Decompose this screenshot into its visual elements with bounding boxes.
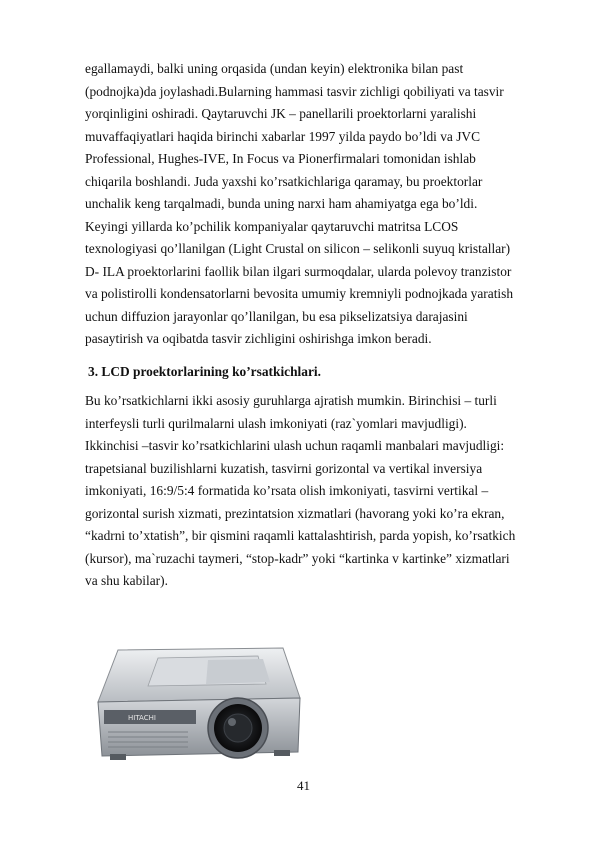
text-line: Ikkinchisi –tasvir ko’rsatkichlarini ulash uchun raqamli manbalari mavjudligi:: [85, 438, 505, 453]
text-line: trapetsianal buzilishlarni kuzatish, tasvirni gorizontal va vertikal inversiya: [85, 460, 483, 476]
text-line: interfeysli turli qurilmalarni ulash imkoniyati (raz`yomlari mavjudligi).: [85, 415, 467, 431]
text-line: Keyingi yillarda ko’pchilik kompaniyalar qaytaruvchi matritsa LCOS: [85, 218, 459, 234]
svg-text:HITACHI: HITACHI: [128, 714, 156, 722]
text-line: chiqarila boshlandi. Juda yaxshi ko’rsatkichlariga qaramay, bu proektorlar: [85, 173, 483, 189]
text-line: uchun diffuzion jarayonlar qo’llanilgan, bu esa pikselizatsiya darajasini: [85, 308, 468, 324]
text-line: imkoniyati, 16:9/5:4 formatida ko’rsata olish imkoniyati, tasvirni vertikal –: [85, 483, 489, 498]
text-line: gorizontal surish xizmati, prezintatsion xizmatlari (havorang yoki ko’ra ekran,: [85, 505, 505, 521]
paragraph-lcd-indicators: [85, 390, 545, 593]
paragraph-projector-history: [85, 58, 545, 351]
text-line: D- ILA proektorlarini faollik bilan ilgari surmoqdalar, ularda polevoy tranzistor: [85, 263, 512, 279]
text-line: va polistirolli kondensatorlarni bevosita umumiy kremniyli podnojkada yaratish: [85, 286, 514, 301]
text-line: va shu kabilar).: [85, 573, 168, 588]
text-line: unchalik keng tarqalmadi, bunda uning narxi ham ahamiyatga ega bo’ldi.: [85, 196, 478, 211]
page-number: 41: [297, 778, 310, 793]
section-heading: 3. LCD proektorlarining ko’rsatkichlari.: [88, 364, 321, 379]
text-line: (kursor), ma`ruzachi taymeri, “stop-kadr” yoki “kartinka v kartinke” xizmatlari: [85, 550, 510, 566]
text-line: texnologiyasi qo’llanilgan (Light Crustal on silicon – selikonli suyuq kristallar): [85, 241, 511, 256]
projector-icon: [88, 640, 308, 775]
text-line: pasaytirish va oqibatda tasvir zichligini oshirishga imkon beradi.: [85, 331, 432, 346]
text-line: muvaffaqiyatlari haqida birinchi xabarlar 1997 yilda paydo bo’ldi va JVC: [85, 128, 481, 144]
projector-image: [88, 640, 308, 775]
text-line: yorqinligini oshiradi. Qaytaruvchi JK – panellarili proektorlarni yaralishi: [85, 106, 477, 121]
text-line: “kadrni to’xtatish”, bir qismini raqamli kattalashtirish, parda yopish, ko’rsatkich: [85, 528, 516, 543]
text-line: egallamaydi, balki uning orqasida (undan keyin) elektronika bilan past: [85, 61, 464, 76]
text-line: Bu ko’rsatkichlarni ikki asosiy guruhlarga ajratish mumkin. Birinchisi – turli: [85, 393, 497, 408]
text-line: (podnojka)da joylashadi.Bularning hammasi tasvir zichligi qobiliyati va tasvir: [85, 83, 504, 99]
text-line: Professional, Hughes-IVE, In Focus va Pionerfirmalari tomonidan ishlab: [85, 151, 476, 166]
